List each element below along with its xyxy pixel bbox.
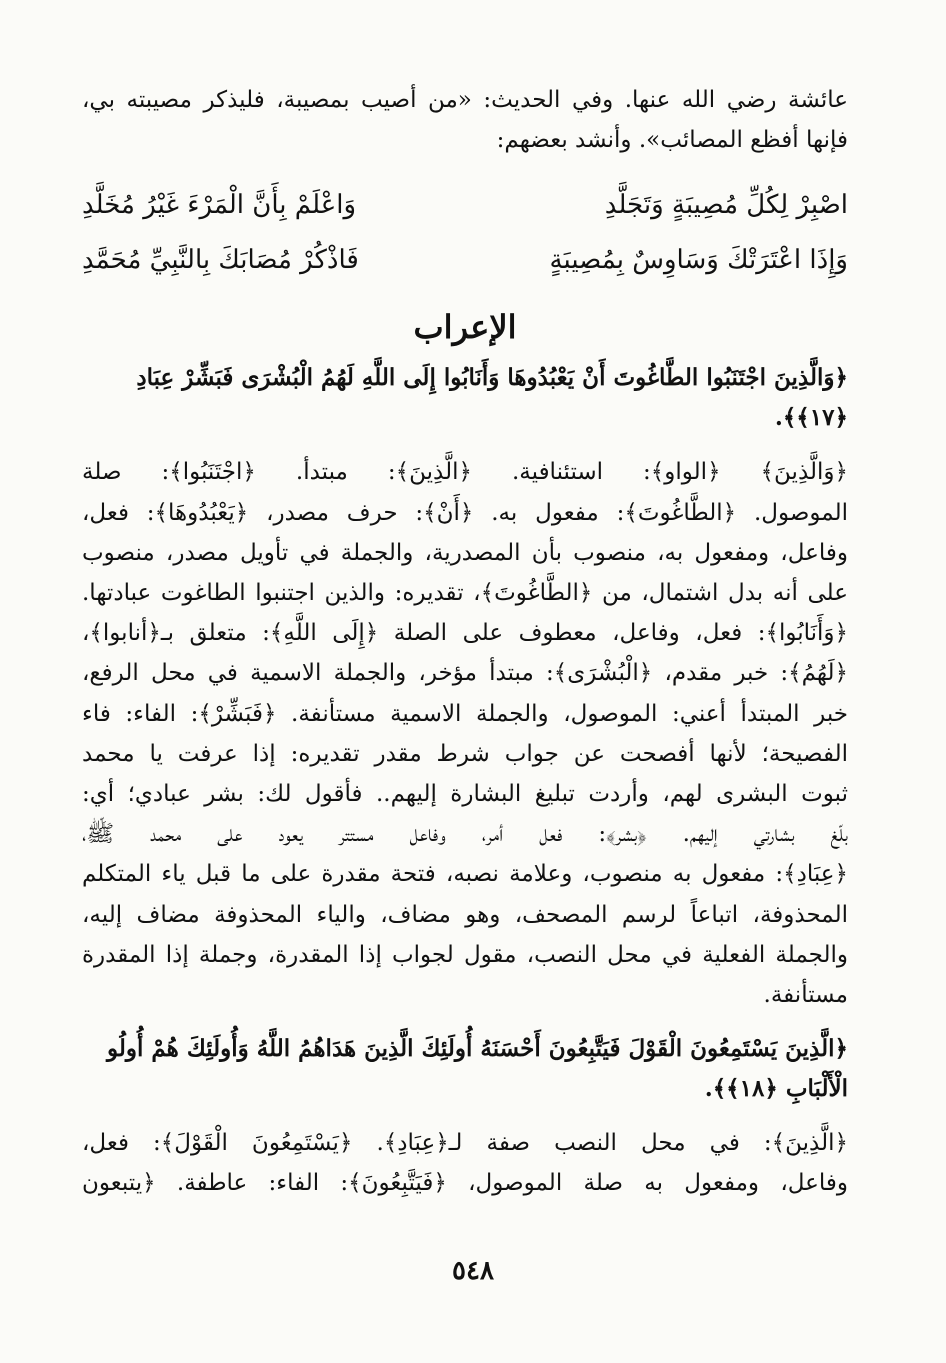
paragraph-line: ﴿الَّذِينَ﴾: في محل النصب صفة لـ﴿عِبَادِ﴾. ﴿يَسْتَمِعُونَ الْقَوْلَ﴾: فعل، [82, 1130, 848, 1157]
paragraph-line: ثبوت البشرى لهم، وأردت تبليغ البشارة إليهم.. فأقول لك: بشر عبادي؛ أي: [82, 781, 848, 808]
intro-line: عائشة رضي الله عنها. وفي الحديث: «من أصيب بمصيبة، فليذكر مصيبته بي، [82, 87, 848, 113]
quran-verse: ﴿وَالَّذِينَ اجْتَنَبُوا الطَّاغُوتَ أَنْ يَعْبُدُوهَا وَأَنَابُوا إِلَى اللَّهِ لَهُمُ الْبُشْرَى فَبَشِّرْ عِبَادِ ﴿١٧﴾﴾. [136, 364, 848, 432]
paragraph-line: الفصيحة؛ لأنها أفصحت عن جواب شرط مقدر تقديره: إذا عرفت يا محمد [82, 740, 848, 767]
paragraph-line: والجملة الفعلية في محل النصب، مقول لجواب إذا المقدرة، وجملة إذا المقدرة [82, 941, 848, 968]
paragraph-line: على أنه بدل اشتمال، من ﴿الطَّاغُوتَ﴾، تقديره: والذين اجتنبوا الطاغوت عبادتها. [82, 580, 848, 607]
verse-line [82, 178, 848, 233]
paragraph-line: وفاعل، ومفعول به صلة الموصول، ﴿فَيَتَّبِعُونَ﴾: الفاء: عاطفة. ﴿يتبعون [82, 1170, 848, 1197]
paragraph-line: ﴿وَأَنَابُوا﴾: فعل، وفاعل، معطوف على الصلة ﴿إِلَى اللَّهِ﴾: متعلق بـ﴿أنابوا﴾، [82, 620, 848, 647]
paragraph-line: الموصول. ﴿الطَّاغُوتَ﴾: مفعول به. ﴿أَنْ﴾: حرف مصدر، ﴿يَعْبُدُوهَا﴾: فعل، [82, 499, 848, 526]
paragraph-line: خبر المبتدأ أعني: الموصول، والجملة الاسمية مستأنفة. ﴿فَبَشِّرْ﴾: الفاء: فاء [82, 700, 848, 727]
verse-line [82, 233, 848, 288]
verse-hemistich: وَاعْلَمْ بِأَنَّ الْمَرْءَ غَيْرُ مُخَلَّدِ [82, 190, 357, 221]
paragraph-line: المحذوفة، اتباعاً لرسم المصحف، وهو مضاف، والياء المحذوفة مضاف إليه، [82, 901, 848, 928]
verse-hemistich: اصْبِرْ لِكُلِّ مُصِيبَةٍ وَتَجَلَّدِ [604, 190, 848, 221]
poem-verse [82, 178, 848, 288]
quran-verse: الْأَلْبَابِ ﴿١٨﴾﴾. [704, 1075, 848, 1103]
quran-verse: ﴿الَّذِينَ يَسْتَمِعُونَ الْقَوْلَ فَيَتَّبِعُونَ أَحْسَنَهُ أُولَئِكَ الَّذِينَ هَدَاهُمُ اللَّهُ وَأُولَئِكَ هُمْ أُولُو [106, 1035, 848, 1063]
paragraph-line: مستأنفة. [763, 982, 848, 1009]
paragraph-line: ﴿عِبَادِ﴾: مفعول به منصوب، وعلامة نصبه، فتحة مقدرة على ما قبل ياء المتكلم [82, 861, 848, 888]
paragraph-line: ﴿وَالَّذِينَ﴾ ﴿الواو﴾: استئنافية. ﴿الَّذِينَ﴾: مبتدأ. ﴿اجْتَنَبُوا﴾: صلة [82, 459, 848, 486]
verse-hemistich: وَإِذَا اعْتَرَتْكَ وَسَاوِسٌ بِمُصِيبَةٍ [549, 245, 848, 276]
intro-line: فإنها أفظع المصائب». وأنشد بعضهم: [496, 127, 848, 154]
paragraph-line: وفاعل، ومفعول به، منصوب بأن المصدرية، والجملة في تأويل مصدر، منصوب [82, 539, 848, 566]
verse-hemistich: فَاذْكُرْ مُصَابَكَ بِالنَّبِيِّ مُحَمَّدِ [82, 245, 359, 276]
page-number: ٥٤٨ [452, 1256, 494, 1286]
paragraph-line: ﴿لَهُمُ﴾: خبر مقدم، ﴿الْبُشْرَى﴾: مبتدأ مؤخر، والجملة الاسمية في محل الرفع، [82, 660, 848, 687]
section-heading: الإعراب [413, 308, 517, 347]
paragraph-line: بلّغ بشارتي إليهم. ﴿بشر﴾: فعل أمر، وفاعل مستتر يعود على محمد ﷺ، [82, 821, 848, 848]
